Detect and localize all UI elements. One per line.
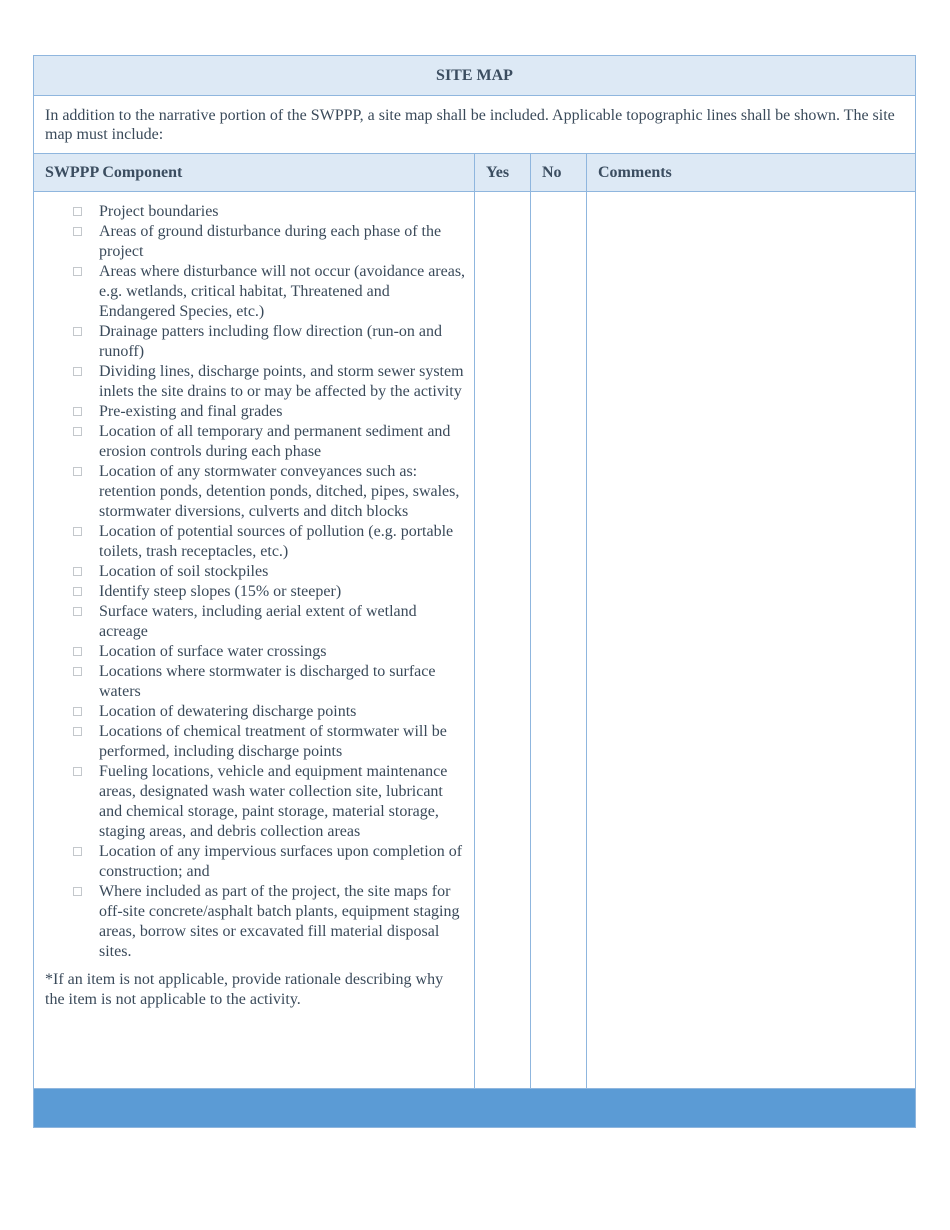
checkbox-icon[interactable] [73, 467, 82, 476]
component-item [45, 462, 466, 522]
component-item-label: Surface waters, including aerial extent of wetland acreage [99, 603, 417, 640]
component-item [45, 262, 466, 322]
component-item-label: Location of soil stockpiles [99, 563, 269, 580]
component-item [45, 882, 466, 962]
checkbox-icon[interactable] [73, 267, 82, 276]
checkbox-icon[interactable] [73, 767, 82, 776]
yes-cell[interactable] [474, 192, 530, 1088]
component-item-label: Location of surface water crossings [99, 643, 327, 660]
component-item [45, 602, 466, 642]
checkbox-icon[interactable] [73, 667, 82, 676]
component-item-label: Areas where disturbance will not occur (avoidance areas, e.g. wetlands, critical habitat, Threatened and Endangered Species, etc.) [99, 263, 466, 320]
checkbox-icon[interactable] [73, 647, 82, 656]
component-item [45, 722, 466, 762]
checkbox-icon[interactable] [73, 587, 82, 596]
checkbox-icon[interactable] [73, 207, 82, 216]
component-item-label: Where included as part of the project, the site maps for off-site concrete/asphalt batch plants, equipment staging areas, borrow sites or excavated fill material disposal sites. [99, 883, 460, 960]
checkbox-icon[interactable] [73, 887, 82, 896]
component-item [45, 422, 466, 462]
header-component: SWPPP Component [34, 154, 474, 192]
header-comments: Comments [586, 154, 915, 192]
component-item [45, 562, 466, 582]
component-item-label: Dividing lines, discharge points, and storm sewer system inlets the site drains to or may be affected by the activity [99, 363, 464, 400]
component-item-label: Locations of chemical treatment of stormwater will be performed, including discharge points [99, 723, 447, 760]
checkbox-icon[interactable] [73, 427, 82, 436]
component-item-label: Location of all temporary and permanent sediment and erosion controls during each phase [99, 423, 451, 460]
site-map-table [33, 55, 916, 1128]
checkbox-icon[interactable] [73, 607, 82, 616]
component-item [45, 702, 466, 722]
no-cell[interactable] [530, 192, 586, 1088]
checkbox-icon[interactable] [73, 367, 82, 376]
component-item-label: Pre-existing and final grades [99, 403, 283, 420]
component-item-label: Locations where stormwater is discharged to surface waters [99, 663, 436, 700]
component-item-label: Identify steep slopes (15% or steeper) [99, 583, 342, 600]
component-item [45, 362, 466, 402]
component-item [45, 222, 466, 262]
component-item [45, 642, 466, 662]
component-item-label: Location of any stormwater conveyances such as: retention ponds, detention ponds, ditched, pipes, swales, stormwater diversions, culverts and ditch blocks [99, 463, 460, 520]
component-item [45, 522, 466, 562]
component-item-label: Location of any impervious surfaces upon completion of construction; and [99, 843, 463, 880]
footnote: *If an item is not applicable, provide rationale describing why the item is not applicable to the activity. [45, 971, 444, 1008]
component-item-label: Location of dewatering discharge points [99, 703, 357, 720]
checklist-grid [34, 154, 915, 1088]
component-item [45, 842, 466, 882]
component-item-label: Location of potential sources of pollution (e.g. portable toilets, trash receptacles, etc.) [99, 523, 454, 560]
checkbox-icon[interactable] [73, 407, 82, 416]
checkbox-icon[interactable] [73, 327, 82, 336]
checkbox-icon[interactable] [73, 227, 82, 236]
component-item [45, 322, 466, 362]
component-item [45, 762, 466, 842]
checkbox-icon[interactable] [73, 727, 82, 736]
component-item [45, 662, 466, 702]
component-item-label: Drainage patters including flow direction (run-on and runoff) [99, 323, 442, 360]
comments-cell[interactable] [586, 192, 915, 1088]
header-yes: Yes [474, 154, 530, 192]
header-no: No [530, 154, 586, 192]
component-cell [34, 192, 474, 1088]
section-intro: In addition to the narrative portion of the SWPPP, a site map shall be included. Applicable topographic lines shall be shown. The site map must include: [34, 96, 915, 154]
checkbox-icon[interactable] [73, 707, 82, 716]
checkbox-icon[interactable] [73, 527, 82, 536]
component-item-label: Fueling locations, vehicle and equipment maintenance areas, designated wash water collection site, lubricant and chemical storage, paint storage, material storage, staging areas, and debris collection areas [99, 763, 448, 840]
checkbox-icon[interactable] [73, 567, 82, 576]
section-title: SITE MAP [34, 56, 915, 96]
footer-band [34, 1088, 915, 1127]
checkbox-icon[interactable] [73, 847, 82, 856]
component-item-label: Areas of ground disturbance during each phase of the project [99, 223, 442, 260]
component-item [45, 582, 466, 602]
component-list [45, 202, 466, 962]
component-item [45, 202, 466, 222]
component-item-label: Project boundaries [99, 203, 219, 220]
component-item [45, 402, 466, 422]
